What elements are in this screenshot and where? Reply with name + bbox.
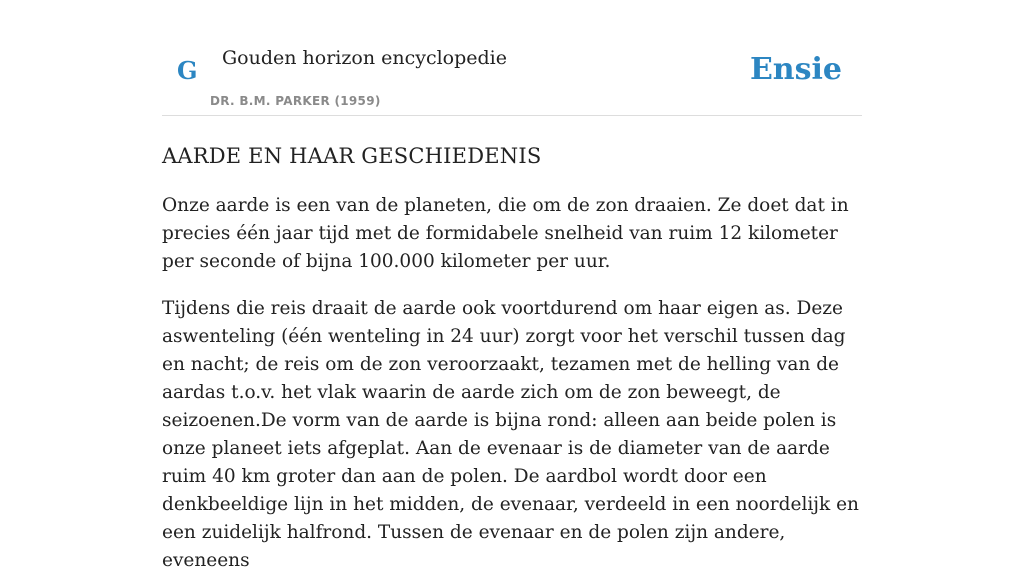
page-header [162,0,862,116]
article-paragraph: Onze aarde is een van de planeten, die om de zon draaien. Ze doet dat in precies één jaar tijd met de formidabele snelheid van ruim 12 kilometer per seconde of bijna 100.000 kilometer per uur. [162,195,849,272]
book-title-link[interactable]: Gouden horizon encyclopedie [222,47,507,69]
article-paragraph: Tijdens die reis draait de aarde ook voortdurend om haar eigen as. Deze aswenteling (één wenteling in 24 uur) zorgt voor het verschil tussen dag en nacht; de reis om de zon veroorzaakt, tezamen met de helling van de aardas t.o.v. het vlak waarin de aarde zich om de zon beweegt, de seizoenen.De vorm van de aarde is bijna rond: alleen aan beide polen is onze planeet iets afgeplat. Aan de evenaar is de diameter van de aarde ruim 40 km groter dan aan de polen. De aardbol wordt door een denkbeeldige lijn in het midden, de evenaar, verdeeld in een noordelijk en een zuidelijk halfrond. Tussen de evenaar en de polen zijn andere, eveneens [162,298,859,571]
book-author: DR. B.M. PARKER (1959) [210,94,381,108]
ensie-logo[interactable]: Ensie [749,52,842,87]
article-title: AARDE EN HAAR GESCHIEDENIS [162,144,542,168]
document-page [162,0,862,575]
book-logo[interactable]: G [177,56,198,85]
